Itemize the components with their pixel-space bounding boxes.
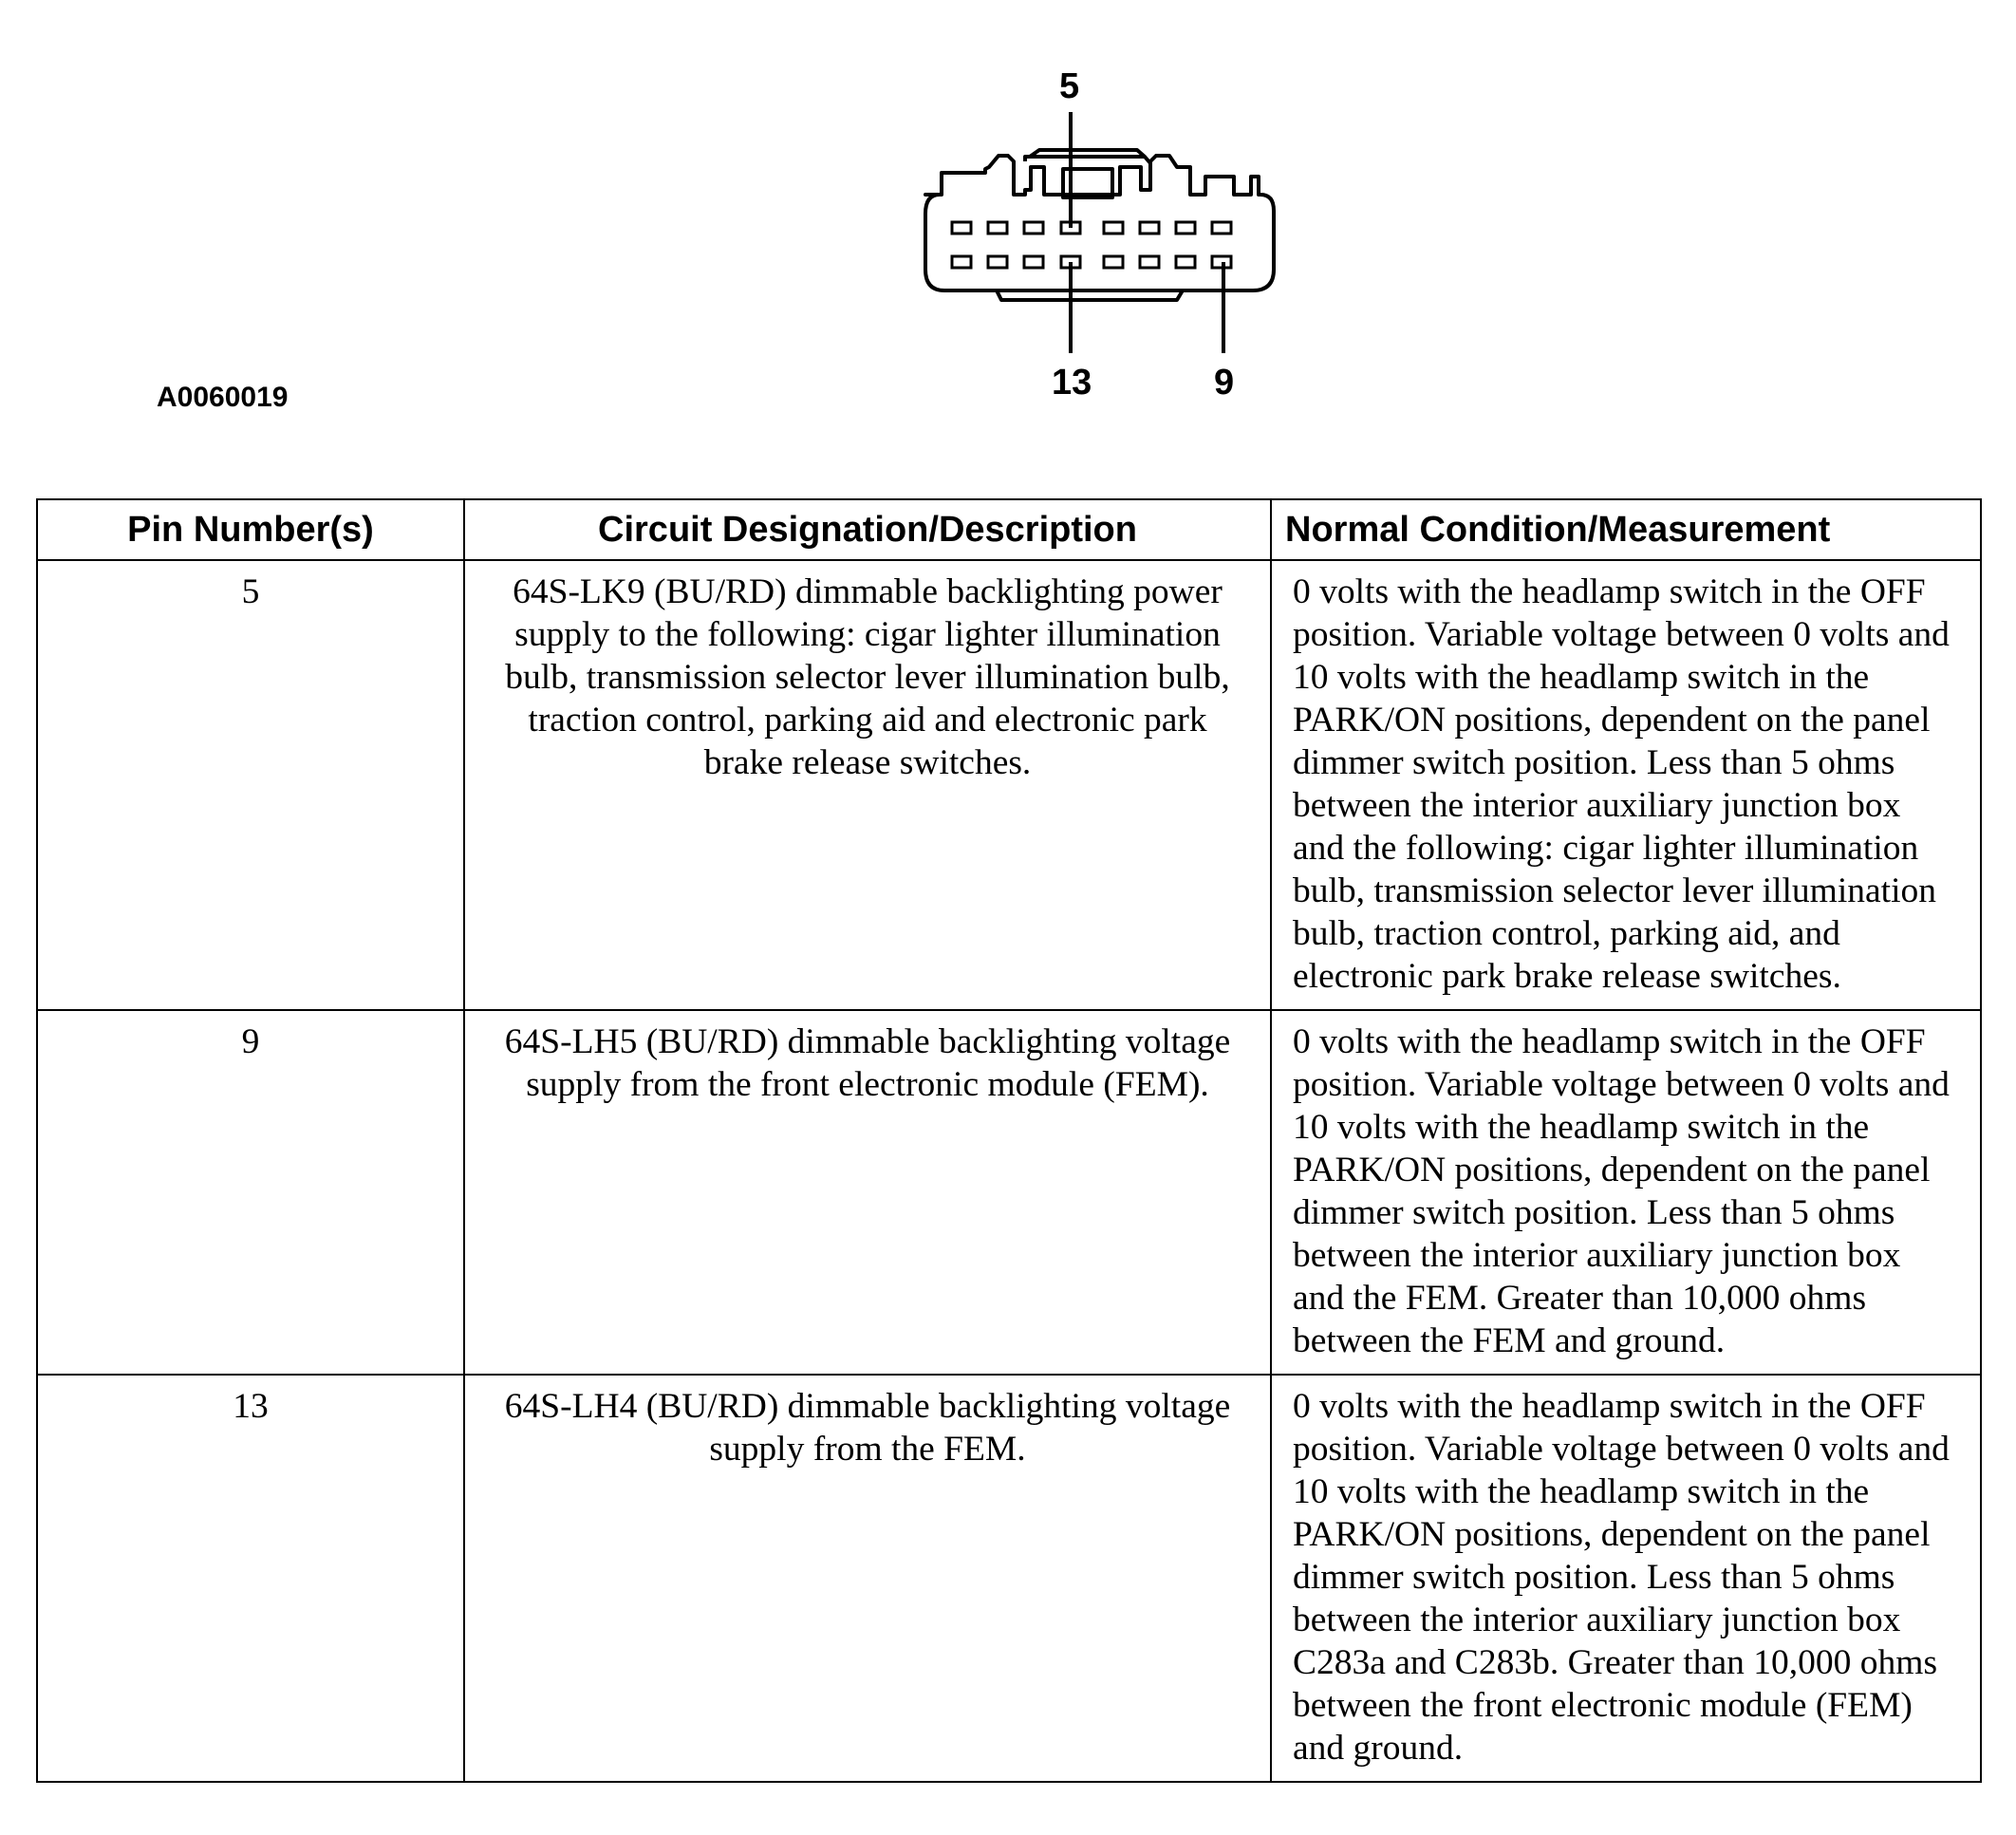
measurement-cell: 0 volts with the headlamp switch in the OFF position. Variable voltage between 0 volts and 10 volts with the headlamp switch in the PARK/ON positions, dependent on the panel dimmer switch position. Less than 5 ohms between the interior auxiliary junction box C283a and C283b. Greater than 10,000 ohms between the front electronic module (FEM) and ground.	[1271, 1375, 1981, 1782]
circuit-description-cell: 64S-LK9 (BU/RD) dimmable backlighting power supply to the following: cigar lighter illumination bulb, transmission selector lever illumination bulb, traction control, parking aid and electronic park brake release switches.	[464, 560, 1271, 1010]
pin-callout-5: 5	[1059, 66, 1080, 106]
header-normal-condition: Normal Condition/Measurement	[1271, 499, 1981, 560]
figure-id: A0060019	[157, 382, 289, 413]
header-circuit-description: Circuit Designation/Description	[464, 499, 1271, 560]
pin-callout-9: 9	[1214, 363, 1235, 403]
pin-number-cell: 13	[37, 1375, 464, 1782]
table-row	[37, 1375, 1981, 1782]
pin-number-cell: 9	[37, 1010, 464, 1375]
measurement-cell: 0 volts with the headlamp switch in the OFF position. Variable voltage between 0 volts and 10 volts with the headlamp switch in the PARK/ON positions, dependent on the panel dimmer switch position. Less than 5 ohms between the interior auxiliary junction box and the following: cigar lighter illumination bulb, transmission selector lever illumination bulb, traction control, parking aid, and electronic park brake release switches.	[1271, 560, 1981, 1010]
table-header-row	[37, 499, 1981, 560]
pin-cavities	[952, 222, 1231, 268]
measurement-cell: 0 volts with the headlamp switch in the OFF position. Variable voltage between 0 volts and 10 volts with the headlamp switch in the PARK/ON positions, dependent on the panel dimmer switch position. Less than 5 ohms between the interior auxiliary junction box and the FEM. Greater than 10,000 ohms between the FEM and ground.	[1271, 1010, 1981, 1375]
table-row	[37, 1010, 1981, 1375]
circuit-description-cell: 64S-LH5 (BU/RD) dimmable backlighting voltage supply from the front electronic module (FEM).	[464, 1010, 1271, 1375]
pin-number-cell: 5	[37, 560, 464, 1010]
circuit-description-cell: 64S-LH4 (BU/RD) dimmable backlighting voltage supply from the FEM.	[464, 1375, 1271, 1782]
header-pin-numbers: Pin Number(s)	[37, 499, 464, 560]
pin-table	[36, 498, 1982, 1783]
pin-callout-13: 13	[1052, 363, 1092, 403]
connector-face-diagram	[892, 57, 1310, 418]
table-row	[37, 560, 1981, 1010]
